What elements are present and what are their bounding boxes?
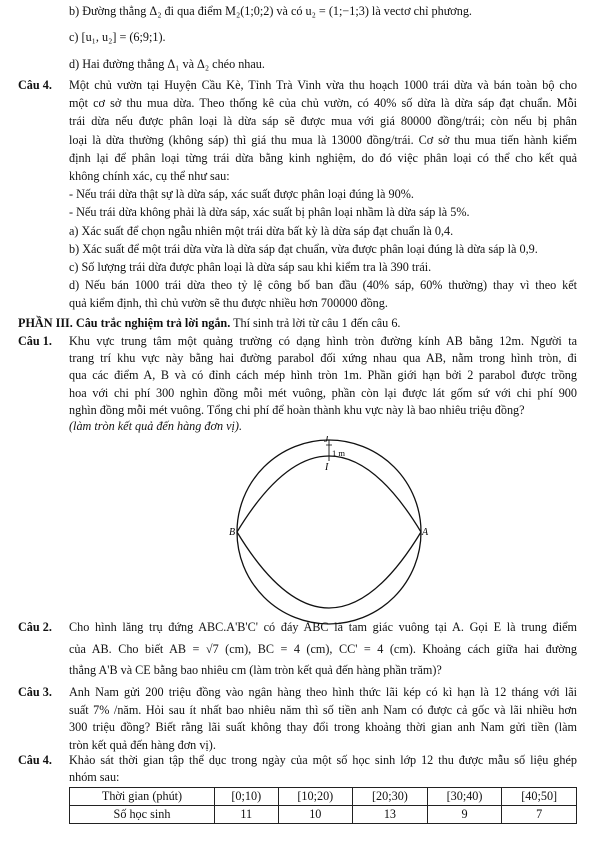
- question-label: Câu 4.: [18, 753, 52, 767]
- text-line: d) Nếu bán 1000 trái dừa theo tỷ lệ công bố ban đầu (40% sáp, 60% thường) thay vì theo kết: [69, 278, 577, 293]
- table-cell: [10;20): [278, 788, 353, 806]
- text-line: không chính xác, cụ thể như sau:: [69, 169, 230, 183]
- text-line: Khu vực trung tâm một quảng trường có dạng hình tròn đường kính AB bằng 12m. Người ta: [69, 334, 577, 348]
- statement-d: d) Hai đường thẳng Δ₁ và Δ₂ chéo nhau.: [69, 57, 265, 71]
- text-line: một cơ sở thu mua dừa. Theo thống kê của chủ vườn, có 40% số dừa là dừa sáp đạt chuẩn. Mỗi: [69, 96, 577, 111]
- upper-parabola: [237, 456, 421, 532]
- text-line: Cho hình lăng trụ đứng ABC.A'B'C' có đáy ABC là tam giác vuông tại A. Gọi E là trung điểm: [69, 620, 577, 634]
- question-label: Câu 2.: [18, 620, 52, 634]
- question-label: Câu 4.: [18, 78, 52, 92]
- table-row: [70, 788, 577, 806]
- table-header-cell: Số học sinh: [70, 806, 215, 824]
- distance-label: 1 m: [332, 448, 345, 458]
- lower-parabola: [237, 532, 421, 608]
- text-line: Khảo sát thời gian tập thể dục trong ngày của một số học sinh lớp 12 thu được mẫu số liệu ghép: [69, 753, 577, 767]
- text-line: 300 triệu đồng? Biết rằng lãi suất không thay đổi trong khoảng thời gian anh Nam gửi tiền (làm: [69, 720, 577, 735]
- statement-c: c) [u₁, u₂] = (6;9;1).: [69, 30, 166, 44]
- circle-outline: [237, 440, 421, 624]
- table-cell: 11: [215, 806, 279, 824]
- parabola-circle-figure: [228, 436, 433, 626]
- text-line: nghìn đồng mỗi mét vuông. Tổng chi phí để hoàn thành khu vực này là bao nhiêu triệu đồng?: [69, 402, 525, 417]
- statement-b: b) Đường thẳng Δ₂ đi qua điểm M₂(1;0;2) và có u₂ = (1;−1;3) là vectơ chỉ phương.: [69, 4, 472, 18]
- text-line: của AB. Cho biết AB = √7 (cm), BC = 4 (cm), CC' = 4 (cm). Khoảng cách giữa hai đường: [69, 641, 577, 656]
- table-cell: [0;10): [215, 788, 279, 806]
- question-label: Câu 3.: [18, 685, 52, 699]
- question-note: (làm tròn kết quả đến hàng đơn vị).: [69, 419, 243, 433]
- text-line: a) Xác suất để chọn ngẫu nhiên một trái dừa bất kỳ là dừa sáp đạt chuẩn là 0,4.: [69, 223, 454, 238]
- text-line: thẳng A'B và CE bằng bao nhiêu cm (làm tròn kết quả đến hàng phần trăm)?: [69, 663, 442, 677]
- table-cell: [20;30): [353, 788, 428, 806]
- table-cell: 7: [502, 806, 577, 824]
- label-A: A: [422, 527, 429, 538]
- text-line: quả kiểm định, thì chủ vườn sẽ thu được nhiều hơn 700000 đồng.: [69, 296, 388, 311]
- question-label: Câu 1.: [18, 334, 52, 348]
- text-line: định lại để phân loại từng trái dừa bằng kinh nghiệm, do đó việc phân loại có thể cho kết quả: [69, 150, 577, 165]
- label-I: I: [325, 462, 329, 473]
- table-cell: 13: [353, 806, 428, 824]
- text-line: suất 7% /năm. Hỏi sau ít nhất bao nhiêu năm thì số tiền anh Nam có được cả gốc và lãi nhiều hơn: [69, 702, 577, 717]
- text-line: qua các điểm A, B và có đỉnh cách mép hình tròn 1m. Phần giới hạn bởi 2 parabol được trồng: [69, 368, 577, 383]
- table-header-cell: Thời gian (phút): [70, 788, 215, 806]
- text-line: hoa với chi phí 300 nghìn đồng mỗi mét vuông, phần còn lại được lát gốm sứ với chi phí 900: [69, 385, 577, 400]
- section-heading: [18, 315, 400, 332]
- text-line: trái dừa nếu được phân loại là dừa sáp sẽ được mua với giá 80000 đồng/trái; còn nếu bị phân: [69, 114, 577, 129]
- text-line: Một chủ vườn tại Huyện Cầu Kè, Tỉnh Trà Vinh vừa thu hoạch 1000 trái dừa và bán toàn bộ cho: [69, 78, 577, 92]
- text-line: tròn kết quả đến hàng đơn vị).: [69, 737, 216, 752]
- text-line: Anh Nam gửi 200 triệu đồng vào ngân hàng theo hình thức lãi kép có kì hạn là 12 tháng với lãi: [69, 685, 577, 699]
- label-B: B: [229, 527, 236, 538]
- text-line: c) Số lượng trái dừa được phân loại là dừa sáp sau khi kiểm tra là 390 trái.: [69, 260, 432, 274]
- table-cell: [40;50]: [502, 788, 577, 806]
- section-title: PHẦN III. Câu trắc nghiệm trả lời ngắn.: [18, 316, 231, 330]
- section-instruction: Thí sinh trả lời từ câu 1 đến câu 6.: [230, 316, 401, 330]
- text-line: b) Xác suất để một trái dừa vừa là dừa sáp đạt chuẩn, vừa được phân loại đúng là dừa sáp là 0,9.: [69, 241, 538, 256]
- text-line: loại là dừa thường (không sáp) thì giá thu mua là 13000 đồng/trái. Cơ sở thu mua tiến hành kiểm: [69, 132, 577, 147]
- text-line: nhóm sau:: [69, 770, 120, 784]
- table-cell: 10: [278, 806, 353, 824]
- table-row: [70, 806, 577, 824]
- text-line: trang trí khu vực này bằng hai đường parabol đối xứng nhau qua AB, nằm trong hình tròn, đi: [69, 351, 577, 366]
- table-cell: 9: [427, 806, 502, 824]
- text-line: - Nếu trái dừa thật sự là dừa sáp, xác suất được phân loại đúng là 90%.: [69, 187, 414, 202]
- table-cell: [30;40): [427, 788, 502, 806]
- frequency-table: [69, 787, 577, 824]
- label-J: J: [324, 436, 329, 445]
- text-line: - Nếu trái dừa không phải là dừa sáp, xác suất bị phân loại nhầm là dừa sáp là 5%.: [69, 205, 470, 220]
